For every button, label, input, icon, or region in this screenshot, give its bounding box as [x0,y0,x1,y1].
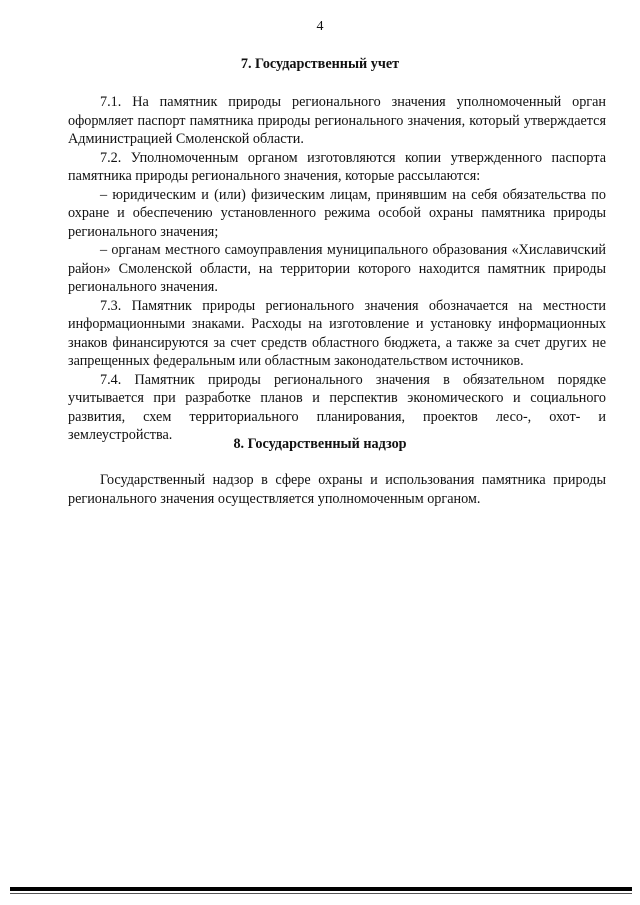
paragraph-7-4: 7.4. Памятник природы регионального значения в обязательном порядке учитывается при разработке планов и перспектив экономического и социального развития, схем территориального планирования, проектов лесо-, охот- и землеустройства. [68,371,606,443]
paragraph-8-1: Государственный надзор в сфере охраны и использования памятника природы регионального значения осуществляется уполномоченным органом. [68,472,606,507]
page-bottom-border [10,887,632,891]
paragraph-7-2: 7.2. Уполномоченным органом изготовляются копии утвержденного паспорта памятника природы регионального значения, которые рассылаются: [68,149,606,184]
page-bottom-border-thin [10,893,632,894]
section-7-title: 7. Государственный учет [240,56,400,72]
section-7-body [68,93,606,445]
paragraph-7-1: 7.1. На памятник природы регионального значения уполномоченный орган оформляет паспорт памятника природы регионального значения, который утверждается Администрацией Смоленской области. [68,94,606,147]
paragraph-7-2-item-1: – юридическим и (или) физическим лицам, принявшим на себя обязательства по охране и обеспечению установленного режима особой охраны памятника природы регионального значения; [68,186,606,240]
paragraph-7-2-item-2: – органам местного самоуправления муниципального образования «Хиславичский район» Смоленской области, на территории которого находится памятник природы регионального значения. [68,242,606,295]
paragraph-7-3: 7.3. Памятник природы регионального значения обозначается на местности информационными знаками. Расходы на изготовление и установку информационных знаков финансируются за счет средств областного бюджета, а также за счет других не запрещенных федеральным или областным законодательством источников. [68,297,606,369]
page-number: 4 [316,19,324,34]
section-8-body [68,471,606,508]
section-8-title: 8. Государственный надзор [233,436,407,452]
